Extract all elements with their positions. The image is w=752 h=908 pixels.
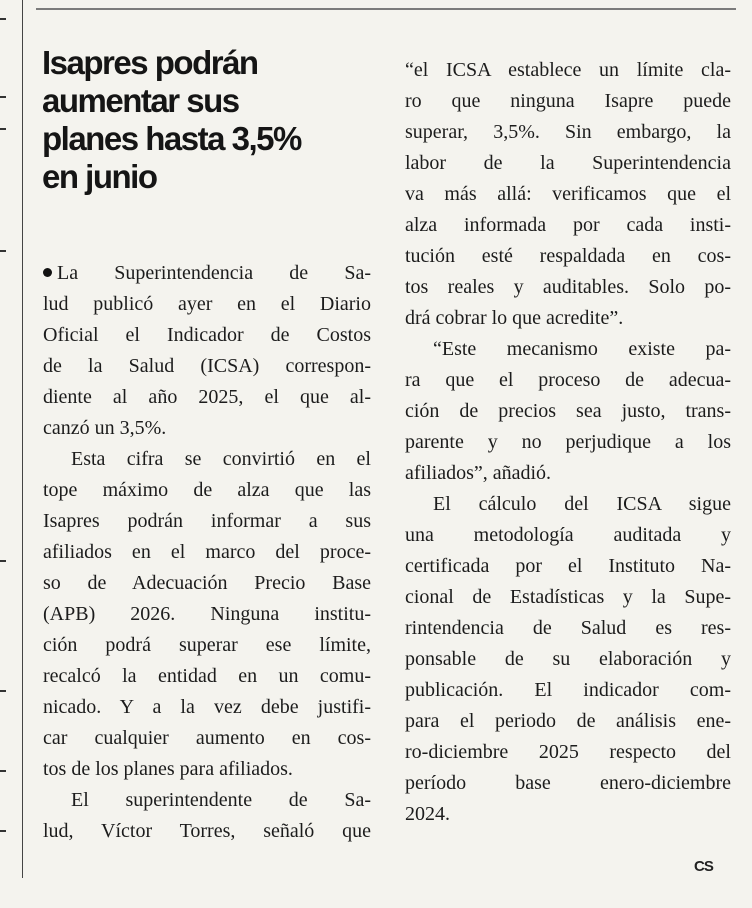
line-text: parente y no perjudique a los: [405, 431, 731, 453]
headline-line: planes hasta 3,5%: [42, 120, 301, 157]
text-line: [43, 599, 371, 630]
line-text: ponsable de su elaboración y: [405, 648, 731, 670]
headline-line: aumentar sus: [42, 82, 239, 119]
text-line: [405, 675, 731, 706]
line-text: recalcó la entidad en un comu-: [43, 665, 371, 687]
text-line: [405, 489, 731, 520]
text-line: [405, 644, 731, 675]
page-edge-tick: [0, 96, 6, 98]
text-line: [43, 785, 371, 816]
line-text: “Este mecanismo existe pa-: [433, 338, 731, 360]
line-text: labor de la Superintendencia: [405, 152, 731, 174]
line-text: “el ICSA establece un límite cla-: [405, 59, 731, 81]
text-line: [43, 754, 371, 785]
line-text: drá cobrar lo que acredite”.: [405, 307, 624, 329]
text-line: [405, 768, 731, 799]
text-line: [405, 272, 731, 303]
text-line: [43, 289, 371, 320]
line-text: una metodología auditada y: [405, 524, 731, 546]
line-text: afiliados”, añadió.: [405, 462, 552, 484]
text-line: [405, 365, 731, 396]
line-text: so de Adecuación Precio Base: [43, 572, 371, 594]
line-text: car cualquier aumento en cos-: [43, 727, 371, 749]
line-text: nicado. Y a la vez debe justifi-: [43, 696, 371, 718]
line-text: ro-diciembre 2025 respecto del: [405, 741, 731, 763]
line-text: publicación. El indicador com-: [405, 679, 731, 701]
text-line: [43, 413, 371, 444]
text-line: [405, 241, 731, 272]
text-line: [43, 320, 371, 351]
text-line: [405, 737, 731, 768]
line-text: Isapres podrán informar a sus: [43, 510, 371, 532]
text-line: [43, 661, 371, 692]
page-edge-tick: [0, 560, 6, 562]
text-line: [43, 258, 371, 289]
line-text: ro que ninguna Isapre puede: [405, 90, 731, 112]
line-text: tución esté respaldada en cos-: [405, 245, 731, 267]
headline-line: en junio: [42, 158, 157, 195]
line-text: cional de Estadísticas y la Supe-: [405, 586, 731, 608]
line-text: lud, Víctor Torres, señaló que: [43, 820, 371, 842]
text-line: [405, 458, 731, 489]
article-column-1: [43, 258, 371, 847]
line-text: ción de precios sea justo, trans-: [405, 400, 731, 422]
text-line: [405, 427, 731, 458]
text-line: [405, 396, 731, 427]
line-text: La Superintendencia de Sa-: [57, 262, 371, 284]
page-edge-tick: [0, 830, 6, 832]
text-line: [405, 582, 731, 613]
text-line: [405, 303, 731, 334]
line-text: período base enero-diciembre: [405, 772, 731, 794]
line-text: de la Salud (ICSA) correspon-: [43, 355, 371, 377]
line-text: alza informada por cada insti-: [405, 214, 731, 236]
text-line: [43, 382, 371, 413]
line-text: tope máximo de alza que las: [43, 479, 371, 501]
text-line: [405, 799, 731, 830]
line-text: ra que el proceso de adecua-: [405, 369, 731, 391]
text-line: [43, 475, 371, 506]
end-of-article-mark: CS: [694, 858, 713, 875]
page-edge-tick: [0, 690, 6, 692]
text-line: [405, 551, 731, 582]
line-text: Oficial el Indicador de Costos: [43, 324, 371, 346]
line-text: tos reales y auditables. Solo po-: [405, 276, 731, 298]
page-edge-tick: [0, 128, 6, 130]
line-text: afiliados en el marco del proce-: [43, 541, 371, 563]
page-edge-tick: [0, 250, 6, 252]
page-edge-tick: [0, 770, 6, 772]
line-text: El cálculo del ICSA sigue: [433, 493, 731, 515]
page-edge-tick: [0, 18, 6, 20]
text-line: [43, 723, 371, 754]
text-line: [43, 568, 371, 599]
text-line: [405, 706, 731, 737]
line-text: va más allá: verificamos que el: [405, 183, 731, 205]
text-line: [405, 148, 731, 179]
line-text: Esta cifra se convirtió en el: [71, 448, 371, 470]
text-line: [43, 537, 371, 568]
line-text: para el periodo de análisis ene-: [405, 710, 731, 732]
text-line: [43, 506, 371, 537]
line-text: superar, 3,5%. Sin embargo, la: [405, 121, 731, 143]
text-line: [43, 351, 371, 382]
line-text: El superintendente de Sa-: [71, 789, 371, 811]
line-text: rintendencia de Salud es res-: [405, 617, 731, 639]
text-line: [405, 86, 731, 117]
text-line: [405, 520, 731, 551]
line-text: 2024.: [405, 803, 450, 825]
text-line: [43, 692, 371, 723]
bullet-icon: [43, 268, 52, 277]
text-line: [43, 630, 371, 661]
text-line: [43, 444, 371, 475]
text-line: [405, 613, 731, 644]
headline-line: Isapres podrán: [42, 44, 258, 81]
text-line: [405, 117, 731, 148]
text-line: [405, 334, 731, 365]
article-column-2: [405, 55, 731, 830]
text-line: [43, 816, 371, 847]
text-line: [405, 210, 731, 241]
line-text: certificada por el Instituto Na-: [405, 555, 731, 577]
line-text: tos de los planes para afiliados.: [43, 758, 293, 780]
text-line: [405, 55, 731, 86]
text-line: [405, 179, 731, 210]
column-rule-left: [22, 0, 23, 878]
line-text: (APB) 2026. Ninguna institu-: [43, 603, 371, 625]
top-rule: [36, 8, 736, 10]
line-text: ción podrá superar ese límite,: [43, 634, 371, 656]
line-text: canzó un 3,5%.: [43, 417, 167, 439]
line-text: diente al año 2025, el que al-: [43, 386, 371, 408]
article-headline: [42, 44, 382, 196]
line-text: lud publicó ayer en el Diario: [43, 293, 371, 315]
